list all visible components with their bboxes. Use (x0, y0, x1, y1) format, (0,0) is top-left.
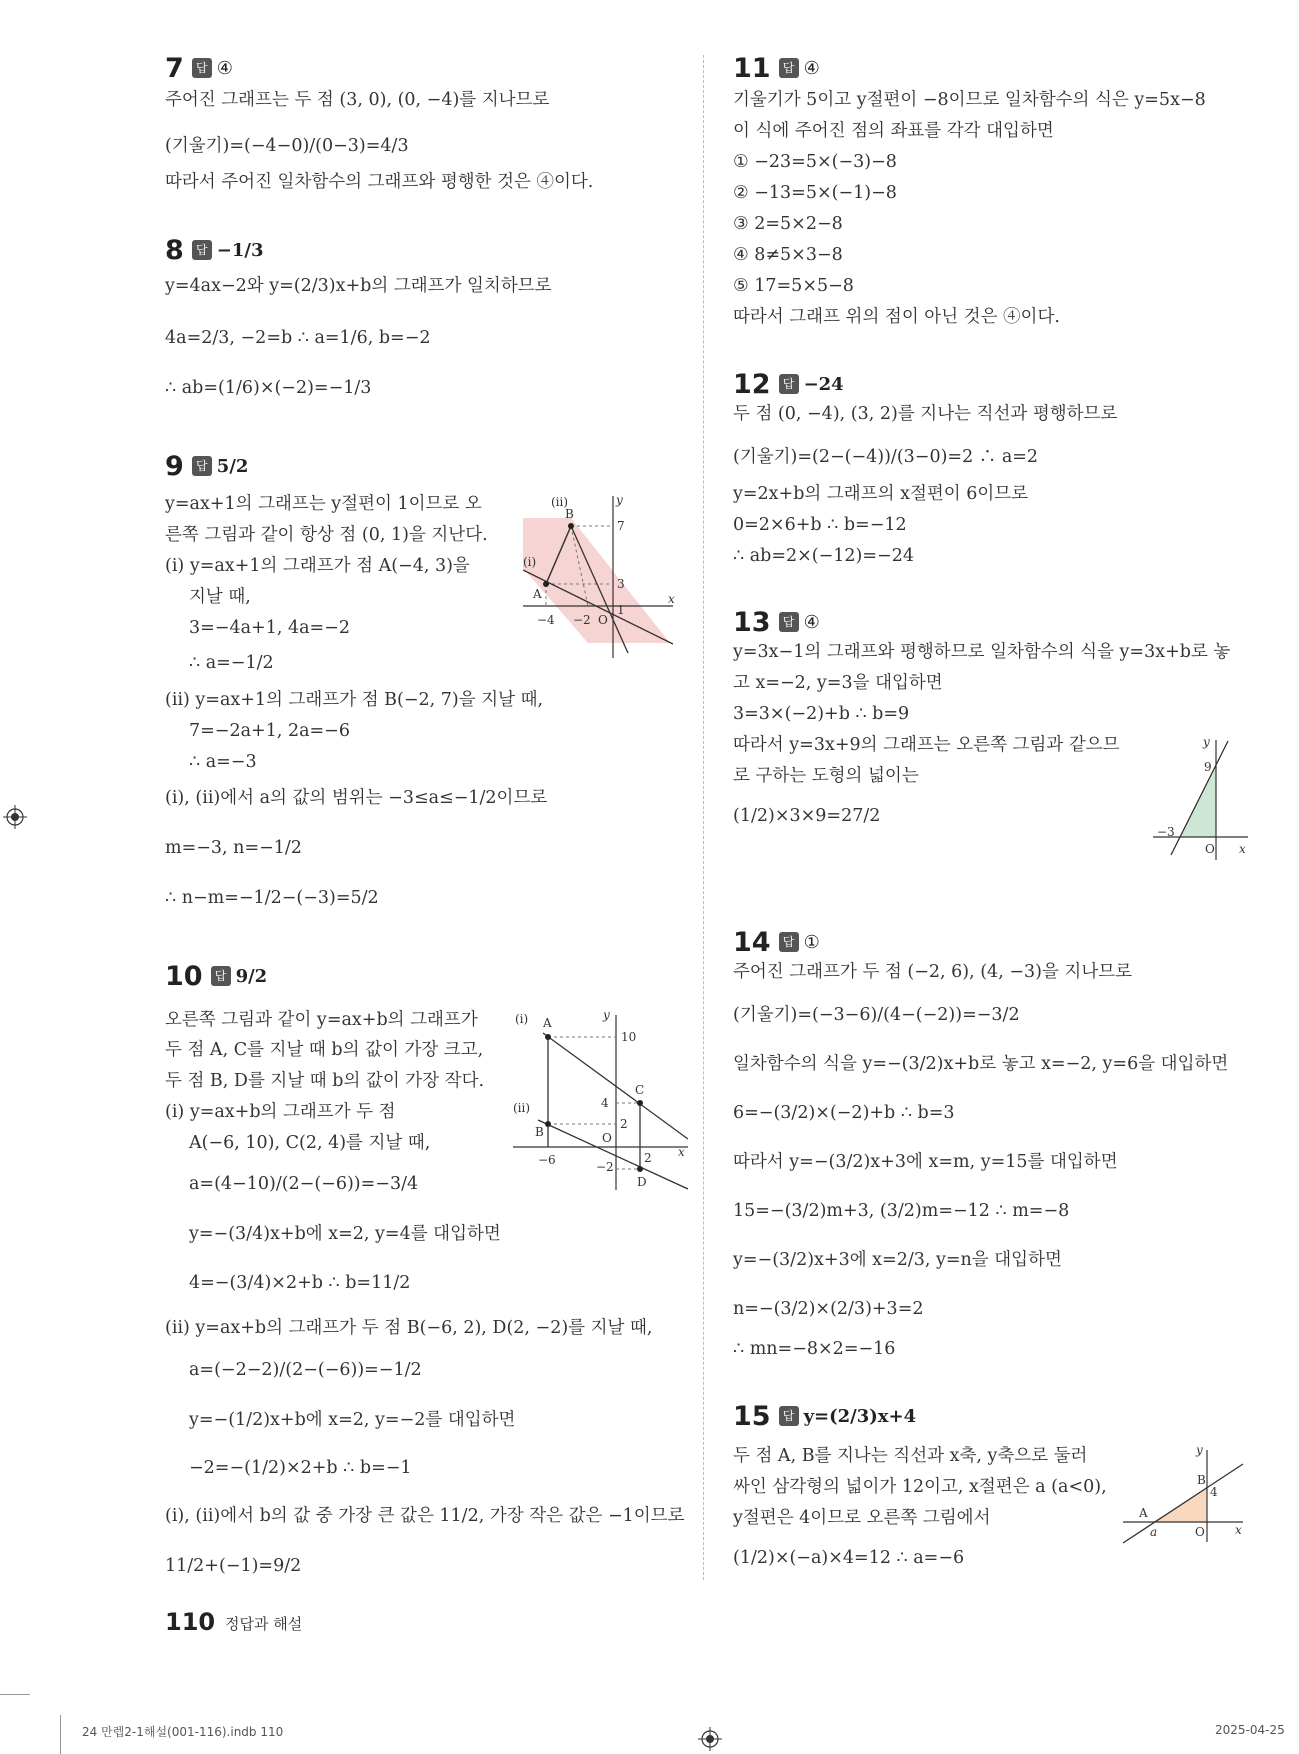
page-subtitle: 정답과 해설 (225, 1615, 303, 1633)
solution-line: 싸인 삼각형의 넓이가 12이고, x절편은 a (a<0), (733, 1477, 1107, 1497)
tick-2: 2 (620, 1117, 628, 1131)
solution-line: y=4ax−2와 y=(2/3)x+b의 그래프가 일치하므로 (165, 276, 552, 296)
label-y: y (1203, 735, 1210, 749)
label-a: A (543, 1016, 552, 1030)
solution-line: 기울기가 5이고 y절편이 −8이므로 일차함수의 식은 y=5x−8 (733, 90, 1206, 110)
solution-line: 따라서 y=−(3/2)x+3에 x=m, y=15를 대입하면 (733, 1152, 1118, 1172)
solution-line: ∴ a=−1/2 (189, 653, 274, 673)
solution-line: 두 점 B, D를 지날 때 b의 값이 가장 작다. (165, 1071, 485, 1091)
answer-badge: 답 (779, 58, 799, 78)
answer: −1/3 (216, 239, 264, 261)
line-y3x9 (1171, 741, 1228, 855)
answer: −24 (803, 373, 844, 395)
answer: 9/2 (235, 965, 268, 987)
label-d: D (637, 1175, 647, 1189)
problem-header (165, 448, 248, 484)
answer-badge: 답 (779, 612, 799, 632)
point-d (637, 1166, 643, 1172)
problem-number: 13 (733, 606, 771, 638)
crop-mark (0, 1694, 30, 1695)
problem-number: 15 (733, 1400, 771, 1432)
tick-3: 3 (617, 577, 625, 591)
answer: ④ (803, 611, 820, 633)
solution-line: 오른쪽 그림과 같이 y=ax+b의 그래프가 (165, 1010, 478, 1030)
solution-line: (1/2)×3×9=27/2 (733, 806, 881, 826)
label-b: B (565, 507, 574, 521)
solution-line: 른쪽 그림과 같이 항상 점 (0, 1)을 지난다. (165, 525, 488, 545)
solution-line: 두 점 A, C를 지날 때 b의 값이 가장 크고, (165, 1040, 484, 1060)
solution-line: ② −13=5×(−1)−8 (733, 183, 897, 203)
solution-line: m=−3, n=−1/2 (165, 838, 302, 858)
label-a: A (1139, 1506, 1148, 1520)
solution-line: (1/2)×(−a)×4=12 ∴ a=−6 (733, 1548, 965, 1568)
problem-header (733, 924, 820, 960)
solution-line: 따라서 주어진 일차함수의 그래프와 평행한 것은 ④이다. (165, 172, 594, 192)
label-x: x (1235, 1523, 1242, 1537)
answer: ④ (803, 57, 820, 79)
solution-line: 따라서 y=3x+9의 그래프는 오른쪽 그림과 같으므 (733, 735, 1120, 755)
solution-line: ∴ ab=(1/6)×(−2)=−1/3 (165, 378, 372, 398)
problem-number: 9 (165, 450, 184, 482)
problem-header (165, 50, 233, 86)
problem-header (733, 366, 844, 402)
page-number: 110 (165, 1608, 216, 1636)
solution-line: (기울기)=(−3−6)/(4−(−2))=−3/2 (733, 1005, 1020, 1025)
solution-line: 지날 때, (189, 587, 251, 607)
problem-10-graph (513, 1005, 688, 1195)
solution-line: 4a=2/3, −2=b ∴ a=1/6, b=−2 (165, 328, 431, 348)
solution-line: ① −23=5×(−3)−8 (733, 152, 897, 172)
solution-line: (기울기)=(−4−0)/(0−3)=4/3 (165, 136, 409, 156)
solution-line: (ⅰ), (ⅱ)에서 b의 값 중 가장 큰 값은 11/2, 가장 작은 값은 −1이므로 (165, 1506, 685, 1526)
problem-number: 11 (733, 52, 771, 84)
answer-badge: 답 (779, 374, 799, 394)
tick-4: 4 (601, 1096, 609, 1110)
problem-header (165, 232, 264, 268)
crop-mark (60, 1715, 61, 1754)
tick-10: 10 (621, 1030, 637, 1044)
solution-line: 0=2×6+b ∴ b=−12 (733, 515, 907, 535)
solution-line: 따라서 그래프 위의 점이 아닌 것은 ④이다. (733, 307, 1060, 327)
label-ii: (ⅱ) (551, 495, 569, 509)
problem-header (165, 958, 267, 994)
registration-mark-icon (698, 1727, 722, 1751)
solution-line: (ⅰ) y=ax+1의 그래프가 점 A(−4, 3)을 (165, 556, 470, 576)
solution-line: 6=−(3/2)×(−2)+b ∴ b=3 (733, 1103, 955, 1123)
tick-9: 9 (1204, 760, 1212, 774)
problem-13-graph (1153, 735, 1248, 865)
solution-line: ③ 2=5×2−8 (733, 214, 843, 234)
solution-line: ④ 8≠5×3−8 (733, 245, 843, 265)
solution-line: a=(4−10)/(2−(−6))=−3/4 (189, 1174, 419, 1194)
answer-badge: 답 (192, 456, 212, 476)
solution-line: 4=−(3/4)×2+b ∴ b=11/2 (189, 1273, 411, 1293)
answer: ④ (216, 57, 233, 79)
label-origin: O (598, 613, 608, 627)
solution-line: y=−(1/2)x+b에 x=2, y=−2를 대입하면 (189, 1410, 516, 1430)
solution-line: 11/2+(−1)=9/2 (165, 1556, 302, 1576)
tick-neg2: −2 (596, 1160, 614, 1174)
tick-a: a (1150, 1525, 1158, 1539)
solution-line: 두 점 A, B를 지나는 직선과 x축, y축으로 둘러 (733, 1446, 1088, 1466)
solution-line: (기울기)=(2−(−4))/(3−0)=2 ∴ a=2 (733, 447, 1039, 467)
answer-badge: 답 (192, 58, 212, 78)
solution-line: (ⅱ) y=ax+b의 그래프가 두 점 B(−6, 2), D(2, −2)를 지날 때, (165, 1318, 653, 1338)
solution-line: ⑤ 17=5×5−8 (733, 276, 854, 296)
point-b (568, 523, 574, 529)
answer-badge: 답 (779, 1406, 799, 1426)
footer-date: 2025-04-25 (1215, 1723, 1285, 1737)
solution-line: y절편은 4이므로 오른쪽 그림에서 (733, 1508, 991, 1528)
label-c: C (635, 1083, 645, 1097)
label-x: x (668, 592, 675, 606)
solution-line: (ⅰ), (ⅱ)에서 a의 값의 범위는 −3≤a≤−1/2이므로 (165, 788, 548, 808)
label-i: (ⅰ) (523, 555, 537, 569)
point-b (545, 1121, 551, 1127)
solution-line: A(−6, 10), C(2, 4)를 지날 때, (189, 1133, 431, 1153)
tick-x2: 2 (644, 1151, 652, 1165)
tick-neg6: −6 (538, 1153, 556, 1167)
solution-line: 주어진 그래프는 두 점 (3, 0), (0, −4)를 지나므로 (165, 90, 550, 110)
solution-line: (ⅰ) y=ax+b의 그래프가 두 점 (165, 1102, 396, 1122)
solution-line: 15=−(3/2)m+3, (3/2)m=−12 ∴ m=−8 (733, 1201, 1070, 1221)
solution-line: 주어진 그래프가 두 점 (−2, 6), (4, −3)을 지나므로 (733, 962, 1133, 982)
label-y: y (1196, 1443, 1203, 1457)
problem-header (733, 50, 820, 86)
registration-mark-icon (3, 805, 27, 829)
solution-line: n=−(3/2)×(2/3)+3=2 (733, 1299, 924, 1319)
label-origin: O (1195, 1525, 1205, 1539)
problem-header (733, 1398, 916, 1434)
label-i: (ⅰ) (515, 1012, 529, 1026)
tick-4: 4 (1210, 1485, 1218, 1499)
label-y: y (603, 1008, 610, 1022)
solution-line: 3=−4a+1, 4a=−2 (189, 618, 350, 638)
tick-1: 1 (617, 603, 625, 617)
column-divider (703, 55, 704, 1580)
solution-line: y=−(3/4)x+b에 x=2, y=4를 대입하면 (189, 1224, 501, 1244)
answer: y=(2/3)x+4 (803, 1405, 917, 1427)
label-origin: O (1205, 842, 1215, 856)
problem-number: 10 (165, 960, 203, 992)
solution-line: 3=3×(−2)+b ∴ b=9 (733, 704, 910, 724)
solution-line: 고 x=−2, y=3을 대입하면 (733, 673, 943, 693)
label-ii: (ⅱ) (513, 1101, 531, 1115)
tick-neg4: −4 (537, 613, 555, 627)
solution-line: ∴ mn=−8×2=−16 (733, 1339, 896, 1359)
footer-filename: 24 만렙2-1해설(001-116).indb 110 (82, 1725, 284, 1739)
problem-15-graph (1123, 1442, 1248, 1547)
answer-badge: 답 (211, 966, 231, 986)
problem-number: 14 (733, 926, 771, 958)
problem-number: 12 (733, 368, 771, 400)
point-c (637, 1100, 643, 1106)
problem-header (733, 604, 820, 640)
solution-line: 7=−2a+1, 2a=−6 (189, 721, 350, 741)
solution-line: y=ax+1의 그래프는 y절편이 1이므로 오 (165, 494, 482, 514)
solution-line: 두 점 (0, −4), (3, 2)를 지나는 직선과 평행하므로 (733, 404, 1118, 424)
solution-line: y=−(3/2)x+3에 x=2/3, y=n을 대입하면 (733, 1250, 1062, 1270)
solution-line: (ⅱ) y=ax+1의 그래프가 점 B(−2, 7)을 지날 때, (165, 690, 544, 710)
solution-line: ∴ ab=2×(−12)=−24 (733, 546, 914, 566)
label-y: y (616, 493, 623, 507)
answer: ① (803, 931, 820, 953)
solution-line: 일차함수의 식을 y=−(3/2)x+b로 놓고 x=−2, y=6을 대입하면 (733, 1054, 1229, 1074)
answer: 5/2 (216, 455, 249, 477)
solution-line: a=(−2−2)/(2−(−6))=−1/2 (189, 1360, 422, 1380)
tick-neg3: −3 (1157, 825, 1175, 839)
solution-line: 이 식에 주어진 점의 좌표를 각각 대입하면 (733, 121, 1054, 141)
line-ab (1123, 1464, 1243, 1543)
solution-line: ∴ a=−3 (189, 752, 257, 772)
label-a: A (533, 587, 542, 601)
tick-7: 7 (617, 519, 625, 533)
solution-line: y=3x−1의 그래프와 평행하므로 일차함수의 식을 y=3x+b로 놓 (733, 642, 1231, 662)
label-b: B (535, 1125, 544, 1139)
problem-number: 7 (165, 52, 184, 84)
tick-neg2: −2 (573, 613, 591, 627)
label-x: x (1239, 842, 1246, 856)
label-x: x (678, 1145, 685, 1159)
solution-line: y=2x+b의 그래프의 x절편이 6이므로 (733, 484, 1029, 504)
answer-badge: 답 (779, 932, 799, 952)
solution-line: 로 구하는 도형의 넓이는 (733, 766, 919, 786)
problem-9-graph (523, 488, 688, 658)
point-a (545, 1034, 551, 1040)
problem-number: 8 (165, 234, 184, 266)
line-ii (538, 1120, 688, 1189)
solution-line: ∴ n−m=−1/2−(−3)=5/2 (165, 888, 379, 908)
answer-badge: 답 (192, 240, 212, 260)
label-origin: O (602, 1131, 612, 1145)
solution-line: −2=−(1/2)×2+b ∴ b=−1 (189, 1458, 412, 1478)
point-a (543, 581, 549, 587)
shaded-triangle (1153, 1487, 1207, 1522)
label-b: B (1197, 1473, 1206, 1487)
